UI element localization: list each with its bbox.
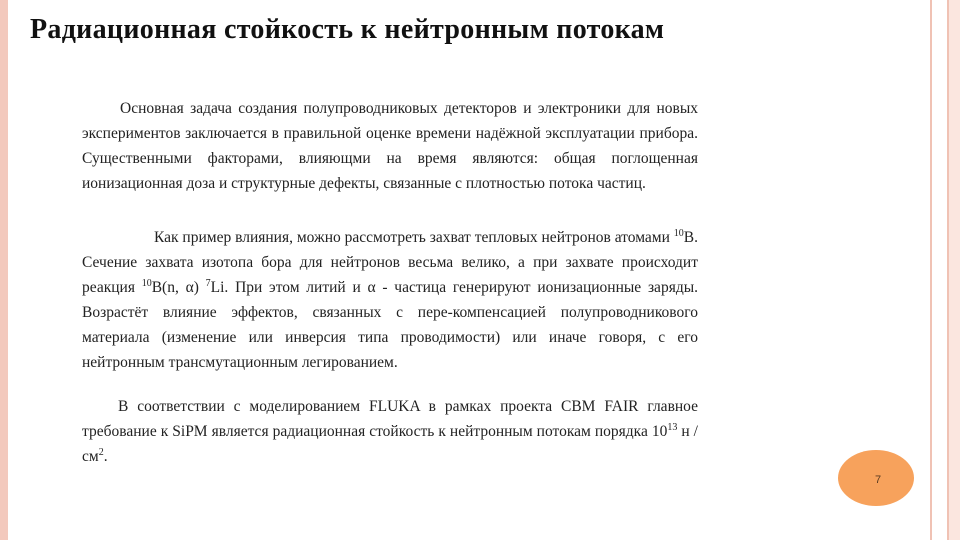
- superscript: 7: [205, 277, 211, 289]
- superscript: 2: [98, 446, 104, 458]
- left-frame-border: [0, 0, 8, 540]
- superscript: 10: [141, 277, 152, 289]
- page-number: 7: [874, 474, 882, 486]
- text-span: B(n, α): [151, 279, 206, 296]
- superscript: 13: [667, 421, 678, 433]
- text-span: н / см: [82, 423, 698, 465]
- slide-title: Радиационная стойкость к нейтронным потокам: [30, 14, 665, 45]
- paragraph-1: Основная задача создания полупроводниковых детекторов и электроники для новых экспериментов заключается в правильной оценке времени надёжной эксплуатации прибора. Существенными факторами, влияющми на время являются: общая поглощенная ионизационная доза и структурные дефекты, связанные с плотностью потока частиц.: [82, 100, 698, 192]
- text-span: B. Сечение захвата изотопа бора для нейтронов весьма велико, а при захвате происходит реакция: [82, 229, 698, 296]
- paragraph-3: [82, 394, 698, 469]
- text-span: .: [103, 448, 108, 465]
- text-span: Li. При этом литий и α - частица генерируют ионизационные заряды. Возрастёт влияние эффектов, связанных с пере-компенсацией полупроводникового материала (изменение или инверсия типа проводимости) или иначе говоря, с его нейтронным трансмутационным легированием.: [82, 279, 698, 371]
- paragraph-2: [82, 225, 698, 375]
- right-frame-line: [930, 0, 932, 540]
- right-frame-fill: [949, 0, 960, 540]
- text-span: Как пример влияния, можно рассмотреть захват тепловых нейтронов атомами: [154, 229, 674, 246]
- superscript: 10: [673, 227, 684, 239]
- text-span: В соответствии с моделированием FLUKA в рамках проекта CBM FAIR главное требование к SiPM является радиационная стойкость к нейтронным потокам порядка 10: [82, 398, 698, 440]
- page-number-badge: [838, 450, 914, 506]
